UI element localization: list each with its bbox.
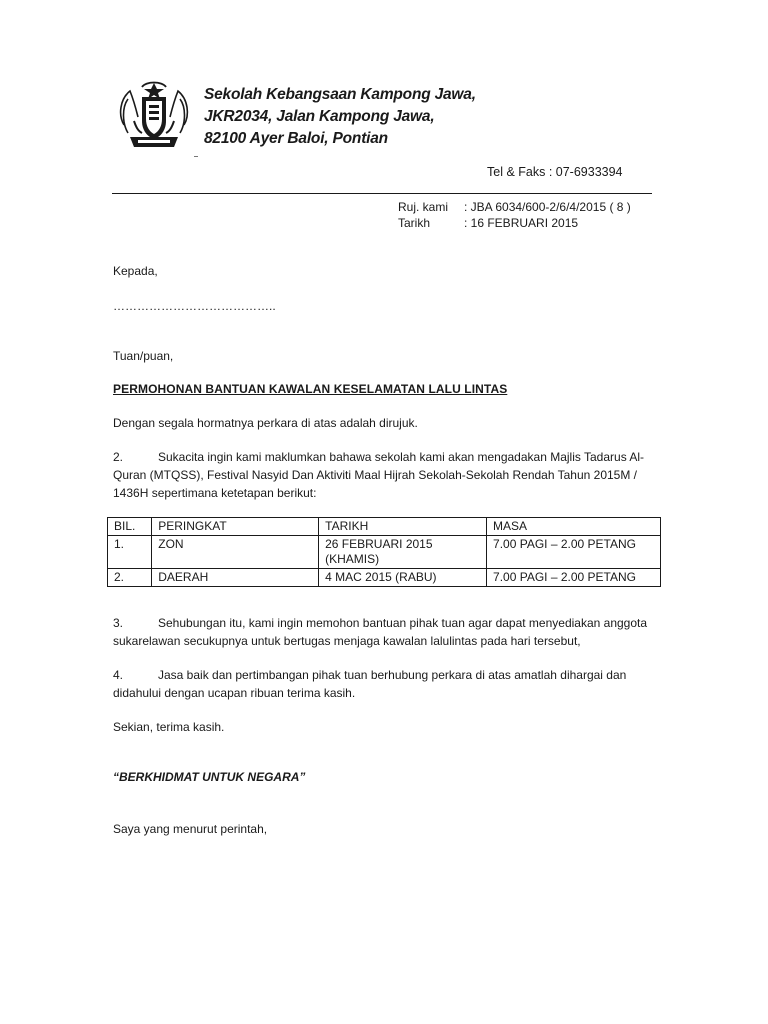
reference-value: : JBA 6034/600-2/6/4/2015 ( 8 ): [464, 200, 631, 214]
table-header-cell: PERINGKAT: [152, 518, 319, 536]
reference-block: [398, 199, 631, 231]
contact-number: Tel & Faks : 07-6933394: [487, 165, 623, 179]
sign-off: Saya yang menurut perintah,: [113, 822, 268, 836]
table-cell: ZON: [152, 536, 319, 569]
paragraph-2-text: Sukacita ingin kami maklumkan bahawa sekolah kami akan mengadakan Majlis Tadarus Al-Quran (MTQSS), Festival Nasyid Dan Aktiviti Maal Hijrah Sekolah-Sekolah Rendah Tahun 2015M / 1436H sepertimana ketetapan berikut:: [113, 450, 645, 500]
date-value: : 16 FEBRUARI 2015: [464, 216, 579, 230]
paragraph-3: [113, 614, 653, 650]
school-address-line: JKR2034, Jalan Kampong Jawa,: [204, 108, 435, 125]
paragraph-1: Dengan segala hormatnya perkara di atas adalah dirujuk.: [113, 416, 418, 430]
letterhead-divider: [112, 193, 652, 194]
paragraph-3-text: Sehubungan itu, kami ingin memohon bantuan pihak tuan agar dapat menyediakan anggota sukarelawan secukupnya untuk bertugas menjaga kawalan lalulintas pada hari tersebut,: [113, 616, 648, 648]
table-row: [108, 536, 661, 569]
paragraph-2: [113, 448, 653, 502]
paragraph-4: [113, 666, 653, 702]
school-name-line: Sekolah Kebangsaan Kampong Jawa,: [204, 86, 476, 103]
paragraph-2-number: 2.: [113, 450, 124, 464]
salutation: Tuan/puan,: [113, 349, 174, 363]
table-cell: DAERAH: [152, 569, 319, 587]
recipient-greeting: Kepada,: [113, 264, 158, 278]
schedule-table: [107, 517, 661, 587]
table-header-cell: TARIKH: [319, 518, 487, 536]
table-cell: 7.00 PAGI – 2.00 PETANG: [487, 569, 661, 587]
table-cell: 1.: [108, 536, 152, 569]
date-label: Tarikh: [398, 216, 431, 230]
paragraph-4-number: 4.: [113, 668, 124, 682]
school-postcode-line: 82100 Ayer Baloi, Pontian: [204, 130, 388, 147]
paragraph-3-number: 3.: [113, 616, 124, 630]
table-cell: 7.00 PAGI – 2.00 PETANG: [487, 536, 661, 569]
table-cell: 4 MAC 2015 (RABU): [319, 569, 487, 587]
coat-of-arms-icon: [116, 77, 192, 153]
table-header-row: [108, 518, 661, 536]
subject-line: PERMOHONAN BANTUAN KAWALAN KESELAMATAN LALU LINTAS: [113, 382, 508, 396]
closing-line: Sekian, terima kasih.: [113, 720, 225, 734]
table-header-cell: BIL.: [108, 518, 152, 536]
school-address-block: [204, 84, 476, 150]
reference-label: Ruj. kami: [398, 200, 449, 214]
table-cell: 2.: [108, 569, 152, 587]
table-cell: 26 FEBRUARI 2015 (KHAMIS): [319, 536, 487, 569]
table-row: [108, 569, 661, 587]
motto-wrapper: [113, 768, 653, 786]
paragraph-4-text: Jasa baik dan pertimbangan pihak tuan berhubung perkara di atas amatlah dihargai dan didahului dengan ucapan ribuan terima kasih.: [113, 668, 627, 700]
recipient-address-placeholder: …………………………………..: [113, 299, 276, 313]
table-header-cell: MASA: [487, 518, 661, 536]
subject-line-wrapper: [113, 380, 653, 398]
motto: “BERKHIDMAT UNTUK NEGARA”: [113, 770, 306, 784]
stray-mark: [194, 156, 198, 157]
